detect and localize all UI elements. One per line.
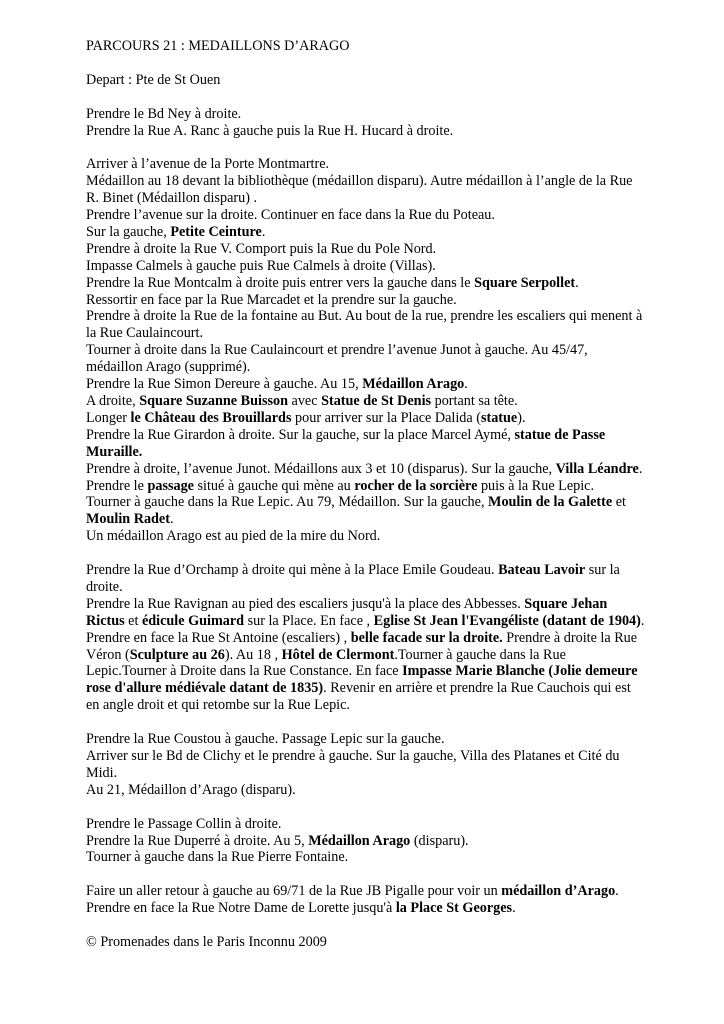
landmark-name: statue [480,409,518,426]
instruction-text: et [612,494,626,511]
instruction-text: ). [517,409,526,426]
instruction-text: Ressortir en face par la Rue Marcadet et la prendre sur la gauche. [86,291,457,308]
landmark-name: Bateau Lavoir [498,562,586,579]
instruction-text: Sur la gauche, [86,223,171,240]
instruction-line [86,123,646,140]
instruction-line [86,106,646,123]
instruction-text: Prendre la Rue Ravignan au pied des escaliers jusqu'à la place des Abbesses. [86,595,525,612]
instruction-text: et [124,612,142,629]
landmark-name: édicule Guimard [141,612,245,629]
instruction-paragraph [86,106,646,140]
landmark-name: la Place St Georges [395,900,513,917]
instruction-text: sur la Place. En face , [244,612,374,629]
instruction-paragraph [86,883,646,917]
instruction-text: Prendre l’avenue sur la droite. Continuer en face dans la Rue du Poteau. [86,207,495,224]
instruction-text: ). Au 18 , [224,646,282,663]
landmark-name: statue de Passe Muraille. [86,426,606,460]
instruction-line [86,410,646,427]
instruction-line [86,393,646,410]
instruction-line [86,342,646,376]
instruction-text: Tourner à gauche dans la Rue Lepic. Au 79, Médaillon. Sur la gauche, [86,494,489,511]
instruction-text: Tourner à gauche dans la Rue Pierre Fontaine. [86,849,349,866]
instruction-text: Prendre en face la Rue Notre Dame de Lorette jusqu'à [86,900,396,917]
instruction-text: .Tourner à gauche dans la Rue Lepic.Tourner à Droite dans la Rue Constance. En face [86,646,566,680]
instruction-text: Prendre la Rue Girardon à droite. Sur la gauche, sur la place Marcel Aymé, [86,426,515,443]
instruction-text: Prendre à droite la Rue Véron ( [86,629,638,663]
instruction-line [86,461,646,495]
instruction-line [86,241,646,258]
instruction-line [86,376,646,393]
instruction-text: avec [287,392,322,409]
instruction-line [86,833,646,850]
page-title: PARCOURS 21 : MEDAILLONS D’ARAGO [86,38,350,54]
instruction-text: Médaillon au 18 devant la bibliothèque (médaillon disparu). Autre médaillon à l’angle de la Rue R. Binet (Médaillon disparu) . [86,173,633,207]
instruction-text: sur la droite. [86,562,620,595]
route-instructions [86,106,646,917]
instruction-text: Impasse Calmels à gauche puis Rue Calmels à droite (Villas). [86,257,436,274]
instruction-line [86,494,646,528]
instruction-text: . [512,900,516,917]
copyright-footer: © Promenades dans le Paris Inconnu 2009 [86,933,327,950]
landmark-name: Square Jehan Rictus [86,595,608,629]
instruction-line [86,292,646,309]
landmark-name: belle facade sur la droite. [350,629,503,646]
instruction-text: Au 21, Médaillon d’Arago (disparu). [86,781,296,798]
instruction-text: . [261,223,266,240]
instruction-text: portant sa tête. [431,392,518,409]
instruction-text: A droite, [86,392,140,409]
instruction-line [86,849,646,866]
landmark-name: Square Serpollet [474,274,576,291]
landmark-name: rocher de la sorcière [354,477,478,494]
instruction-text: . Prendre le [86,460,643,494]
instruction-paragraph [86,562,646,714]
instruction-text: Tourner à droite dans la Rue Caulaincourt et prendre l’avenue Junot à gauche. Au 45/47, médaillon Arago (supprimé). [86,342,588,376]
landmark-name: Statue de St Denis [321,392,432,409]
instruction-text: Arriver sur le Bd de Clichy et le prendre à gauche. Sur la gauche, Villa des Platanes et Cité du Midi. [86,747,620,781]
instruction-text: Longer [86,409,131,426]
landmark-name: Sculpture au 26 [129,646,225,663]
instruction-text: . [464,376,468,393]
landmark-name: médaillon d’Arago [501,883,616,900]
instruction-paragraph [86,156,646,545]
instruction-text: Prendre à droite, l’avenue Junot. Médaillons aux 3 et 10 (disparus). Sur la gauche, [86,460,556,477]
instruction-text: Prendre le Bd Ney à droite. [86,105,242,122]
instruction-text: . [575,274,579,291]
instruction-paragraph [86,731,646,799]
landmark-name: Petite Ceinture [170,223,262,240]
instruction-line [86,275,646,292]
instruction-text: Prendre la Rue A. Ranc à gauche puis la Rue H. Hucard à droite. [86,122,454,139]
landmark-name: Square Suzanne Buisson [139,392,288,409]
landmark-name: Moulin de la Galette [488,494,613,511]
landmark-name: Médaillon Arago [308,832,411,849]
instruction-line [86,427,646,461]
landmark-name: Impasse Marie Blanche (Jolie demeure rose d'allure médiévale datant de 1835) [86,663,638,697]
instruction-text: . Revenir en arrière et prendre la Rue Cauchois qui est en angle droit et qui retombe sur la Rue Lepic. [86,680,631,714]
instruction-line [86,528,646,545]
instruction-text: (disparu). [410,832,469,849]
instruction-text: Prendre à droite la Rue de la fontaine au But. Au bout de la rue, prendre les escaliers qui menent à la Rue Caulaincourt. [86,308,643,342]
instruction-line [86,883,646,900]
instruction-line [86,156,646,173]
landmark-name: Eglise St Jean l'Evangéliste (datant de 1904) [373,612,641,629]
depart-line: Depart : Pte de St Ouen [86,71,221,88]
instruction-line [86,207,646,224]
instruction-line [86,258,646,275]
instruction-line [86,900,646,917]
instruction-line [86,816,646,833]
instruction-text: pour arriver sur la Place Dalida ( [291,409,481,426]
instruction-line [86,782,646,799]
landmark-name: passage [147,477,194,494]
instruction-paragraph [86,816,646,867]
instruction-text: Prendre la Rue Coustou à gauche. Passage Lepic sur la gauche. [86,731,445,748]
landmark-name: Hôtel de Clermont [281,646,395,663]
instruction-line [86,596,646,714]
landmark-name: Villa Léandre [555,460,639,477]
instruction-text: . [615,883,619,900]
instruction-line [86,731,646,748]
instruction-line [86,173,646,207]
instruction-text: situé à gauche qui mène au [193,477,355,494]
instruction-text: Prendre la Rue Duperré à droite. Au 5, [86,832,309,849]
instruction-text: Prendre la Rue d’Orchamp à droite qui mène à la Place Emile Goudeau. [86,562,499,579]
landmark-name: Médaillon Arago [362,376,465,393]
instruction-line [86,748,646,782]
instruction-text: Prendre la Rue Simon Dereure à gauche. Au 15, [86,376,363,393]
instruction-text: puis à la Rue Lepic. [477,477,595,494]
landmark-name: le Château des Brouillards [130,409,292,426]
document-page [86,38,646,968]
instruction-text: Prendre la Rue Montcalm à droite puis entrer vers la gauche dans le [86,274,475,291]
instruction-line [86,224,646,241]
instruction-line [86,308,646,342]
instruction-text: . Prendre en face la Rue St Antoine (escaliers) , [86,612,645,646]
instruction-text: . [169,511,174,528]
landmark-name: Moulin Radet [86,511,170,528]
instruction-text: Faire un aller retour à gauche au 69/71 de la Rue JB Pigalle pour voir un [86,883,502,900]
instruction-text: Prendre le Passage Collin à droite. [86,815,282,832]
instruction-text: Arriver à l’avenue de la Porte Montmartre. [86,156,330,173]
instruction-text: Un médaillon Arago est au pied de la mire du Nord. [86,528,381,545]
instruction-text: Prendre à droite la Rue V. Comport puis la Rue du Pole Nord. [86,240,437,257]
instruction-line [86,562,646,596]
